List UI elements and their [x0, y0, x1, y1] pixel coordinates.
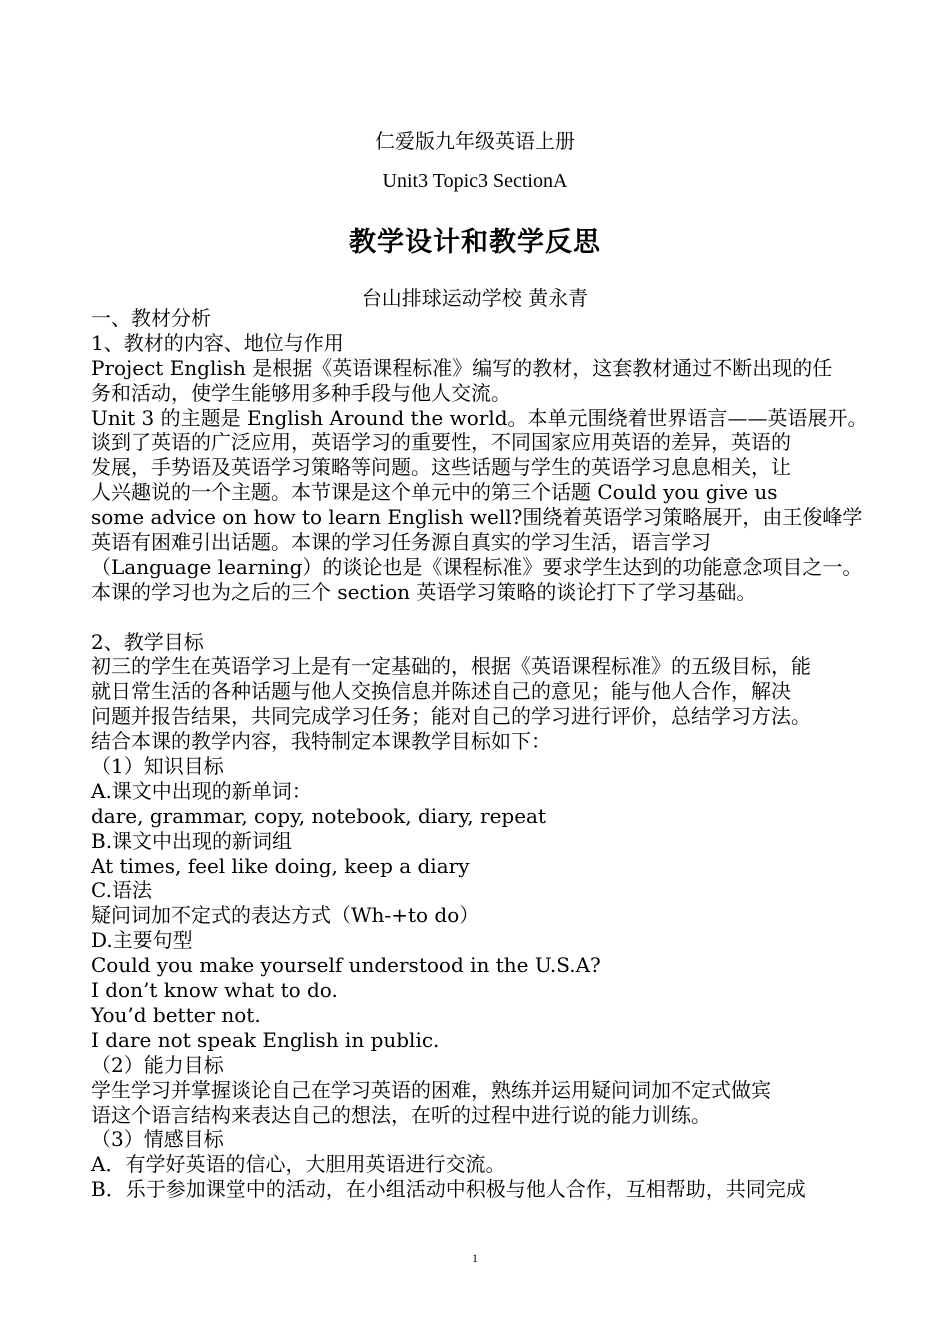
- text-line: 2、教学目标: [91, 629, 204, 654]
- text-line: I dare not speak English in public.: [91, 1027, 440, 1052]
- text-line: Project English 是根据《英语课程标准》编写的教材，这套教材通过不断出现的任: [91, 355, 833, 380]
- text-line: 一、教材分析: [91, 306, 211, 330]
- text-line: I don’t know what to do.: [91, 978, 338, 1003]
- text-line: You’d better not.: [91, 1002, 261, 1027]
- text-line: 结合本课的教学内容，我特制定本课教学目标如下：: [91, 729, 551, 754]
- text-line: B.课文中出现的新词组: [91, 828, 293, 853]
- textbook-title: 仁爱版九年级英语上册: [375, 129, 575, 153]
- text-line: 人兴趣说的一个主题。本节课是这个单元中的第三个话题 Could you give us: [91, 480, 778, 505]
- text-line: 发展，手势语及英语学习策略等问题。这些话题与学生的英语学习息息相关，让: [91, 455, 791, 480]
- text-line: some advice on how to learn English well?围绕着英语学习策略展开，由王俊峰学: [91, 505, 863, 530]
- text-line: Unit 3 的主题是 English Around the world。本单元围绕着世界语言——英语展开。: [91, 405, 868, 430]
- text-line: 问题并报告结果，共同完成学习任务；能对自己的学习进行评价，总结学习方法。: [91, 704, 811, 729]
- text-line: C.语法: [91, 878, 152, 903]
- text-line: 谈到了英语的广泛应用，英语学习的重要性，不同国家应用英语的差异，英语的: [91, 430, 791, 455]
- document-heading: 教学设计和教学反思: [349, 227, 601, 258]
- text-line: 疑问词加不定式的表达方式（Wh-+to do）: [91, 903, 480, 928]
- body-text: [91, 306, 871, 1202]
- text-line: At times, feel like doing, keep a diary: [91, 853, 470, 878]
- text-line: 英语有困难引出话题。本课的学习任务源自真实的学习生活，语言学习: [91, 530, 711, 555]
- text-line: （3）情感目标: [91, 1127, 224, 1152]
- text-line: [91, 605, 871, 630]
- text-line: 1、教材的内容、地位与作用: [91, 330, 344, 355]
- text-line: 语这个语言结构来表达自己的想法，在听的过程中进行说的能力训练。: [91, 1102, 711, 1127]
- text-line: A．有学好英语的信心，大胆用英语进行交流。: [91, 1152, 506, 1177]
- page-number: 1: [472, 1251, 478, 1265]
- lesson-title: Unit3 Topic3 SectionA: [382, 170, 568, 192]
- text-line: dare, grammar, copy, notebook, diary, repeat: [91, 803, 547, 828]
- text-line: 本课的学习也为之后的三个 section 英语学习策略的谈论打下了学习基础。: [91, 579, 757, 604]
- text-line: D.主要句型: [91, 928, 193, 953]
- text-line: （Language learning）的谈论也是《课程标准》要求学生达到的功能意念项目之一。: [91, 554, 863, 579]
- text-line: A.课文中出现的新单词：: [91, 778, 312, 803]
- text-line: （1）知识目标: [91, 754, 224, 779]
- text-line: Could you make yourself understood in the U.S.A?: [91, 953, 601, 978]
- text-line: 初三的学生在英语学习上是有一定基础的，根据《英语课程标准》的五级目标，能: [91, 654, 811, 679]
- text-line: 务和活动，使学生能够用多种手段与他人交流。: [91, 380, 511, 405]
- text-line: B．乐于参加课堂中的活动，在小组活动中积极与他人合作，互相帮助，共同完成: [91, 1177, 806, 1202]
- text-line: 就日常生活的各种话题与他人交换信息并陈述自己的意见；能与他人合作，解决: [91, 679, 791, 704]
- text-line: （2）能力目标: [91, 1052, 224, 1077]
- author-line: 台山排球运动学校 黄永青: [361, 286, 589, 310]
- text-line: 学生学习并掌握谈论自己在学习英语的困难，熟练并运用疑问词加不定式做宾: [91, 1077, 771, 1102]
